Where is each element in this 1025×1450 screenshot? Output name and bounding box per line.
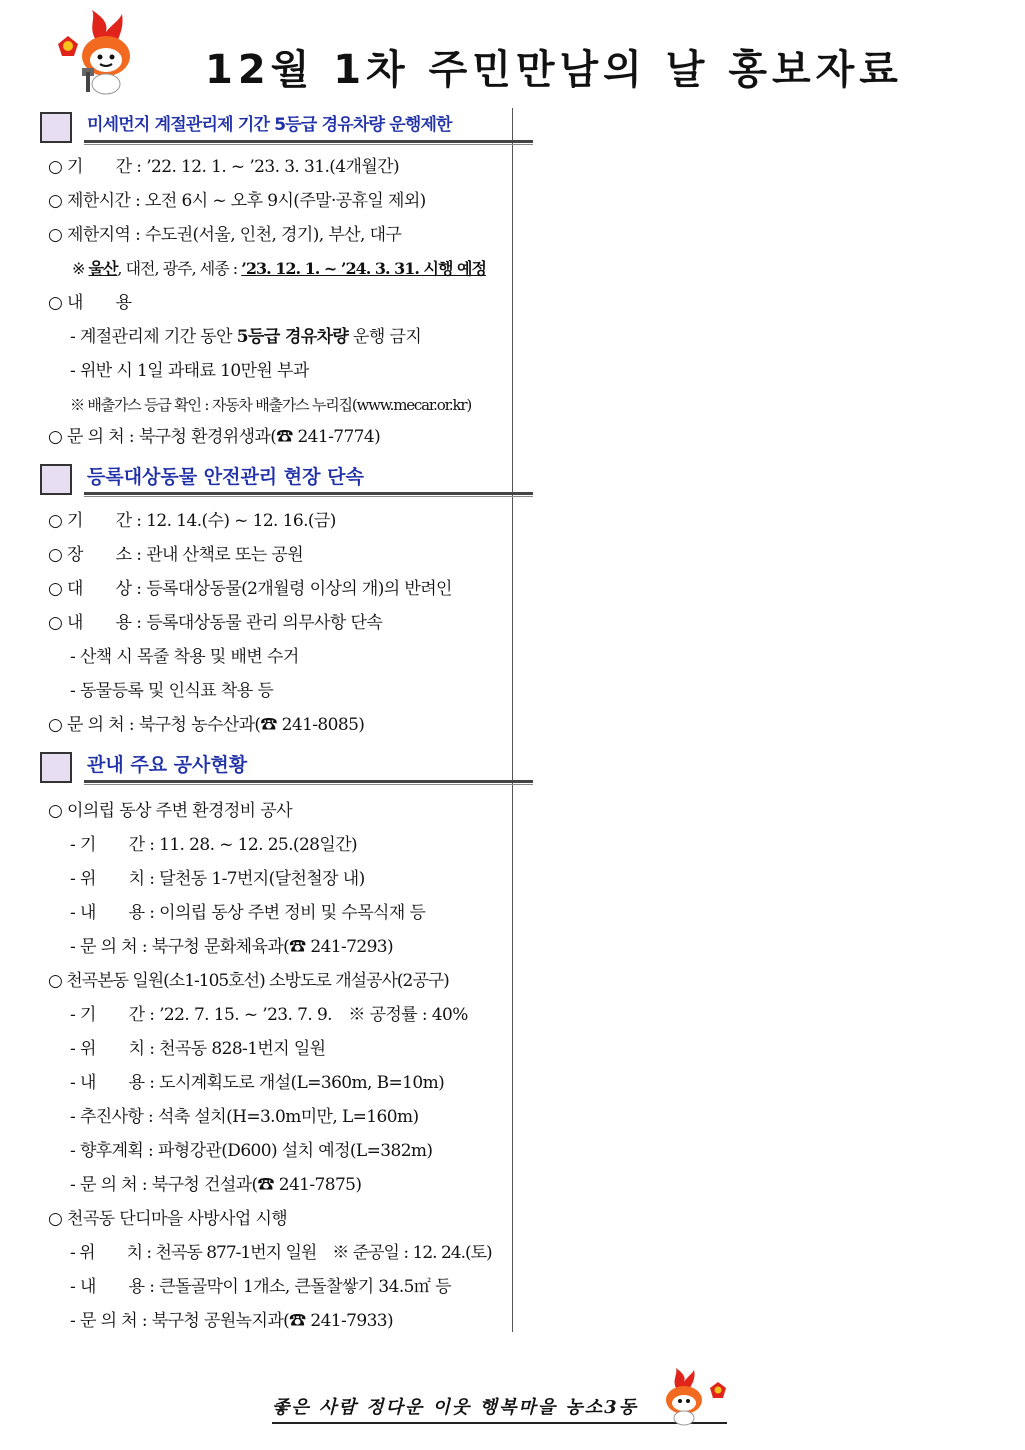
fine-dust-period: ○ 기 간 : ’22. 12. 1. ~ ’23. 3. 31.(4개월간) [48,157,400,177]
section-underline-thin [84,144,533,145]
animal-period: ○ 기 간 : 12. 14.(수) ~ 12. 16.(금) [48,511,336,531]
animal-content-1: - 산책 시 목줄 착용 및 배변 수거 [70,647,299,667]
note-middle: , 대전, 광주, 세종 : [117,259,242,278]
content-1c: 운행 금지 [348,327,422,347]
project-1-location: - 위 치 : 달천동 1-7번지(달천철장 내) [70,869,365,889]
section-underline [84,780,533,783]
column-divider [512,108,513,1332]
fine-dust-time: ○ 제한시간 : 오전 6시 ~ 오후 9시(주말·공휴일 제외) [48,191,426,211]
project-3-content: - 내 용 : 큰돌골막이 1개소, 큰돌찰쌓기 34.5㎡ 등 [70,1277,451,1297]
section-underline-thin [84,784,533,785]
section-underline-thin [84,496,533,497]
project-2-progress: - 추진사항 : 석축 설치(H=3.0m미만, L=160m) [70,1107,419,1127]
fine-dust-content-2: - 위반 시 1일 과태료 10만원 부과 [70,361,309,381]
section-title: 관내 주요 공사현황 [87,754,248,776]
section-underline [84,140,533,143]
section-title: 등록대상동물 안전관리 현장 단속 [87,466,364,488]
project-3-contact: - 문 의 처 : 북구청 공원녹지과(☎ 241-7933) [70,1311,394,1331]
project-2-plan: - 향후계획 : 파형강관(D600) 설치 예정(L=382m) [70,1141,433,1161]
fine-dust-future-note [72,258,486,280]
footer-slogan: 좋은 사람 정다운 이웃 행복마을 농소3동 [272,1397,639,1418]
fine-dust-content-1 [70,326,421,348]
animal-target: ○ 대 상 : 등록대상동물(2개월령 이상의 개)의 반려인 [48,579,452,599]
animal-content: ○ 내 용 : 등록대상동물 관리 의무사항 단속 [48,613,383,633]
section-underline [84,492,533,495]
section-marker-box [40,112,72,143]
fine-dust-content-3: ※ 배출가스 등급 확인 : 자동차 배출가스 누리집(www.mecar.or.kr) [70,396,471,414]
project-2-period: - 기 간 : ’22. 7. 15. ~ ’23. 7. 9. ※ 공정률 : 40% [70,1005,468,1025]
note-date: ’23. 12. 1. ~ ’24. 3. 31. 시행 예정 [241,259,486,278]
fine-dust-area: ○ 제한지역 : 수도권(서울, 인천, 경기), 부산, 대구 [48,225,402,245]
project-3-location: - 위 치 : 천곡동 877-1번지 일원 ※ 준공일 : 12. 24.(토) [70,1243,492,1263]
project-2-title: ○ 천곡본동 일원(소1-105호선) 소방도로 개설공사(2공구) [48,971,449,991]
animal-place: ○ 장 소 : 관내 산책로 또는 공원 [48,545,304,565]
mascot-character-icon [38,10,156,98]
page-title: 12월 1차 주민만남의 날 홍보자료 [205,47,903,93]
section-marker-box [40,464,72,495]
content-1a: - 계절관리제 기간 동안 [70,327,237,347]
project-1-contact: - 문 의 처 : 북구청 문화체육과(☎ 241-7293) [70,937,394,957]
section-marker-box [40,752,72,783]
animal-content-2: - 동물등록 및 인식표 착용 등 [70,681,274,701]
fine-dust-content-head: ○ 내 용 [48,293,132,313]
fine-dust-contact: ○ 문 의 처 : 북구청 환경위생과(☎ 241-7774) [48,427,381,447]
mascot-character-icon [652,1368,732,1426]
content-1b: 5등급 경유차량 [236,327,349,347]
animal-contact: ○ 문 의 처 : 북구청 농수산과(☎ 241-8085) [48,715,365,735]
project-3-title: ○ 천곡동 단디마을 사방사업 시행 [48,1209,288,1229]
project-1-period: - 기 간 : 11. 28. ~ 12. 25.(28일간) [70,835,358,855]
project-1-title: ○ 이의립 동상 주변 환경정비 공사 [48,801,292,821]
section-title: 미세먼지 계절관리제 기간 5등급 경유차량 운행제한 [87,115,452,135]
note-ulsan: 울산 [88,259,118,278]
project-2-contact: - 문 의 처 : 북구청 건설과(☎ 241-7875) [70,1175,362,1195]
project-1-content: - 내 용 : 이의립 동상 주변 정비 및 수목식재 등 [70,903,426,923]
project-2-content: - 내 용 : 도시계획도로 개설(L=360m, B=10m) [70,1073,445,1093]
note-prefix: ※ [72,259,89,278]
project-2-location: - 위 치 : 천곡동 828-1번지 일원 [70,1039,326,1059]
